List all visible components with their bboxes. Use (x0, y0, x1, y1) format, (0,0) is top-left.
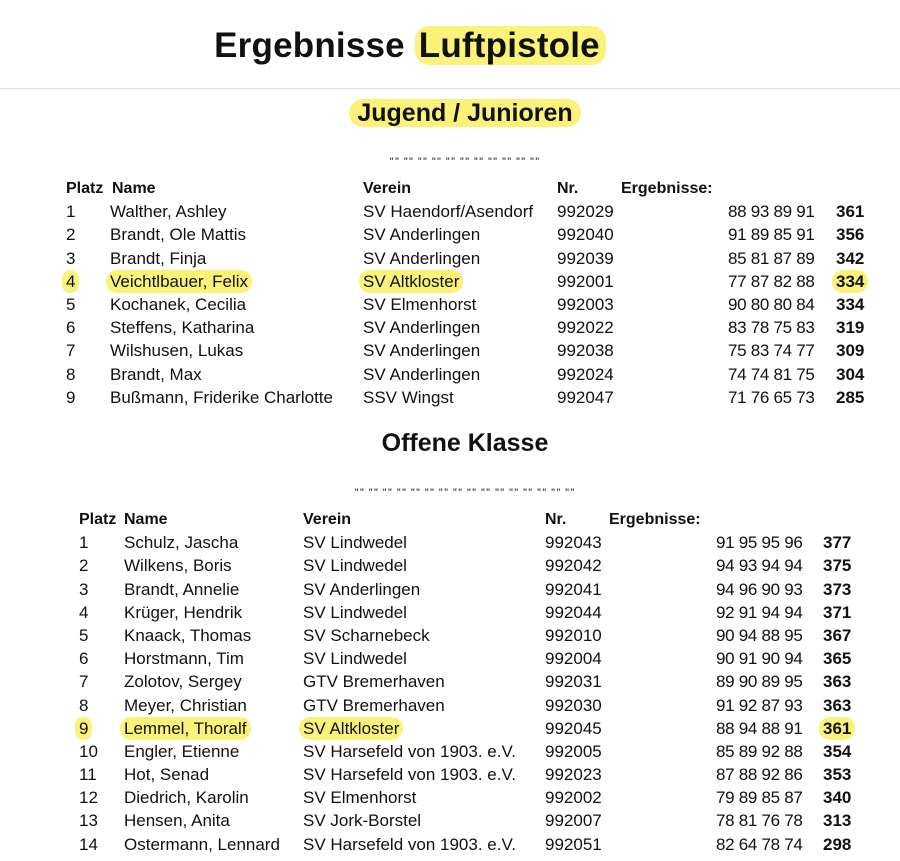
cell-nr: 992001 (557, 271, 614, 291)
cell-name: Zolotov, Sergey (124, 672, 242, 692)
cell-name: Meyer, Christian (124, 695, 247, 715)
header-platz: Platz (79, 511, 117, 528)
cell-platz: 3 (66, 248, 76, 268)
cell-platz: 12 (79, 788, 98, 808)
cell-platz: 8 (66, 364, 76, 384)
cell-scores: 82 64 78 74 (716, 834, 803, 854)
cell-scores: 87 88 92 86 (716, 765, 803, 785)
cell-platz: 13 (79, 811, 98, 831)
page-title (0, 26, 820, 66)
table-row (66, 363, 876, 386)
cell-verein: SV Anderlingen (363, 248, 481, 268)
cell-name: Krüger, Hendrik (124, 602, 243, 622)
cell-total: 367 (823, 625, 852, 645)
cell-total: 371 (823, 602, 852, 622)
cell-verein: GTV Bremerhaven (303, 672, 445, 692)
cell-verein: SV Altkloster (299, 717, 403, 740)
page-title-prefix: Ergebnisse (214, 26, 405, 65)
section-title-text: Offene Klasse (381, 429, 549, 457)
page-title-highlight: Luftpistole (415, 26, 606, 65)
header-name: Name (112, 180, 156, 197)
cell-name: Wilkens, Boris (124, 556, 232, 576)
table-row (66, 247, 876, 270)
cell-nr: 992004 (545, 649, 602, 669)
section-divider-dots: "" "" "" "" "" "" "" "" "" "" "" "" "" "" "" "" (354, 487, 576, 497)
cell-verein: SV Anderlingen (363, 341, 481, 361)
cell-name: Hensen, Anita (124, 811, 230, 831)
cell-total: 298 (823, 834, 852, 854)
table-row (79, 809, 879, 832)
cell-total: 319 (836, 318, 865, 338)
cell-verein: SV Lindwedel (303, 649, 407, 669)
cell-nr: 992007 (545, 811, 602, 831)
cell-scores: 88 94 88 91 (716, 718, 803, 738)
cell-platz: 7 (66, 341, 76, 361)
cell-total: 353 (823, 765, 852, 785)
cell-verein: SV Anderlingen (303, 579, 421, 599)
cell-total: 377 (823, 533, 852, 553)
table-row (79, 601, 879, 624)
cell-platz: 8 (79, 695, 89, 715)
cell-platz: 9 (66, 387, 76, 407)
cell-nr: 992040 (557, 225, 614, 245)
section-title-text: Jugend / Junioren (349, 99, 580, 127)
cell-total: 373 (823, 579, 852, 599)
table-row (79, 786, 879, 809)
cell-total: 363 (823, 695, 852, 715)
cell-total: 334 (832, 270, 868, 293)
table-row (66, 270, 876, 293)
cell-name: Wilshusen, Lukas (110, 341, 244, 361)
cell-nr: 992038 (557, 341, 614, 361)
cell-scores: 94 96 90 93 (716, 579, 803, 599)
cell-nr: 992047 (557, 387, 614, 407)
cell-scores: 71 76 65 73 (728, 387, 815, 407)
cell-scores: 85 81 87 89 (728, 248, 815, 268)
cell-platz: 3 (79, 579, 89, 599)
title-divider (0, 88, 900, 89)
cell-platz: 9 (75, 717, 92, 740)
cell-total: 309 (836, 341, 865, 361)
cell-total: 354 (823, 741, 852, 761)
table-row (79, 833, 879, 856)
cell-verein: SV Elmenhorst (363, 294, 477, 314)
table-row (79, 647, 879, 670)
results-table-jugend (66, 177, 876, 409)
cell-platz: 5 (66, 294, 76, 314)
cell-verein: SV Scharnebeck (303, 625, 430, 645)
cell-verein: SV Harsefeld von 1903. e.V. (303, 765, 516, 785)
table-row (79, 717, 879, 740)
cell-platz: 11 (79, 765, 97, 785)
cell-scores: 79 89 85 87 (716, 788, 803, 808)
results-table-offene (79, 508, 879, 856)
cell-nr: 992029 (557, 202, 614, 222)
cell-scores: 88 93 89 91 (728, 202, 815, 222)
cell-scores: 91 89 85 91 (728, 225, 815, 245)
cell-nr: 992043 (545, 533, 602, 553)
table-header (79, 508, 879, 531)
table-row (79, 740, 879, 763)
cell-scores: 78 81 76 78 (716, 811, 803, 831)
cell-scores: 77 87 82 88 (728, 271, 815, 291)
cell-platz: 5 (79, 625, 89, 645)
table-row (79, 531, 879, 554)
cell-nr: 992051 (545, 834, 602, 854)
cell-platz: 14 (79, 834, 98, 854)
cell-verein: SSV Wingst (363, 387, 454, 407)
cell-name: Diedrich, Karolin (124, 788, 249, 808)
cell-nr: 992005 (545, 741, 602, 761)
cell-platz: 1 (79, 533, 89, 553)
cell-total: 340 (823, 788, 852, 808)
cell-verein: SV Harsefeld von 1903. e.V. (303, 741, 516, 761)
cell-scores: 74 74 81 75 (728, 364, 815, 384)
table-header (66, 177, 876, 200)
cell-nr: 992010 (545, 625, 602, 645)
cell-name: Engler, Etienne (124, 741, 240, 761)
section-title-offene (0, 429, 900, 458)
cell-nr: 992041 (545, 579, 602, 599)
cell-scores: 90 80 80 84 (728, 294, 815, 314)
cell-verein: SV Anderlingen (363, 318, 481, 338)
header-ergebnisse: Ergebnisse: (621, 180, 713, 197)
cell-scores: 92 91 94 94 (716, 602, 803, 622)
cell-name: Lemmel, Thoralf (120, 717, 251, 740)
table-row (66, 293, 876, 316)
cell-scores: 85 89 92 88 (716, 741, 803, 761)
cell-name: Horstmann, Tim (124, 649, 244, 669)
cell-nr: 992042 (545, 556, 602, 576)
cell-name: Schulz, Jascha (124, 533, 239, 553)
table-row (66, 200, 876, 223)
header-verein: Verein (363, 180, 412, 197)
cell-scores: 89 90 89 95 (716, 672, 803, 692)
table-row (79, 554, 879, 577)
cell-total: 334 (836, 294, 865, 314)
cell-nr: 992002 (545, 788, 602, 808)
cell-nr: 992044 (545, 602, 602, 622)
cell-platz: 2 (79, 556, 89, 576)
cell-verein: SV Haendorf/Asendorf (363, 202, 534, 222)
cell-scores: 94 93 94 94 (716, 556, 803, 576)
cell-name: Steffens, Katharina (110, 318, 255, 338)
cell-total: 375 (823, 556, 852, 576)
cell-nr: 992024 (557, 364, 614, 384)
cell-name: Hot, Senad (124, 765, 210, 785)
cell-name: Ostermann, Lennard (124, 834, 280, 854)
cell-name: Walther, Ashley (110, 202, 227, 222)
cell-nr: 992003 (557, 294, 614, 314)
cell-nr: 992039 (557, 248, 614, 268)
cell-platz: 7 (79, 672, 89, 692)
cell-nr: 992030 (545, 695, 602, 715)
table-row (79, 578, 879, 601)
cell-platz: 6 (66, 318, 76, 338)
cell-name: Brandt, Finja (110, 248, 207, 268)
cell-total: 356 (836, 225, 865, 245)
table-row (79, 624, 879, 647)
cell-scores: 91 92 87 93 (716, 695, 803, 715)
cell-verein: SV Harsefeld von 1903. e.V. (303, 834, 516, 854)
cell-scores: 75 83 74 77 (728, 341, 815, 361)
header-nr: Nr. (545, 511, 567, 528)
table-row (79, 670, 879, 693)
table-row (66, 339, 876, 362)
cell-platz: 2 (66, 225, 76, 245)
cell-nr: 992022 (557, 318, 614, 338)
cell-name: Knaack, Thomas (124, 625, 252, 645)
cell-platz: 4 (79, 602, 89, 622)
table-row (79, 763, 879, 786)
cell-verein: SV Lindwedel (303, 533, 407, 553)
cell-nr: 992023 (545, 765, 602, 785)
header-nr: Nr. (557, 180, 579, 197)
cell-total: 363 (823, 672, 852, 692)
cell-verein: SV Elmenhorst (303, 788, 417, 808)
cell-total: 342 (836, 248, 865, 268)
section-divider-dots: "" "" "" "" "" "" "" "" "" "" "" (389, 156, 541, 166)
table-row (66, 223, 876, 246)
cell-platz: 6 (79, 649, 89, 669)
cell-name: Brandt, Annelie (124, 579, 240, 599)
cell-scores: 90 91 90 94 (716, 649, 803, 669)
section-title-jugend (0, 99, 900, 128)
table-row (66, 386, 876, 409)
cell-name: Brandt, Max (110, 364, 202, 384)
cell-verein: SV Lindwedel (303, 556, 407, 576)
header-verein: Verein (303, 511, 352, 528)
cell-name: Bußmann, Friderike Charlotte (110, 387, 333, 407)
cell-verein: SV Anderlingen (363, 364, 481, 384)
cell-name: Brandt, Ole Mattis (110, 225, 247, 245)
cell-total: 313 (823, 811, 852, 831)
cell-total: 365 (823, 649, 852, 669)
cell-platz: 1 (66, 202, 76, 222)
cell-verein: SV Jork-Borstel (303, 811, 422, 831)
cell-scores: 91 95 95 96 (716, 533, 803, 553)
cell-scores: 90 94 88 95 (716, 625, 803, 645)
cell-platz: 4 (62, 270, 79, 293)
header-ergebnisse: Ergebnisse: (609, 511, 701, 528)
cell-name: Kochanek, Cecilia (110, 294, 247, 314)
cell-nr: 992031 (545, 672, 602, 692)
cell-verein: SV Lindwedel (303, 602, 407, 622)
cell-verein: SV Anderlingen (363, 225, 481, 245)
header-name: Name (124, 511, 168, 528)
cell-total: 285 (836, 387, 865, 407)
header-platz: Platz (66, 180, 104, 197)
table-row (66, 316, 876, 339)
cell-scores: 83 78 75 83 (728, 318, 815, 338)
cell-verein: GTV Bremerhaven (303, 695, 445, 715)
cell-nr: 992045 (545, 718, 602, 738)
cell-total: 304 (836, 364, 865, 384)
cell-verein: SV Altkloster (359, 270, 463, 293)
cell-total: 361 (836, 202, 865, 222)
cell-total: 361 (819, 717, 855, 740)
table-row (79, 694, 879, 717)
cell-name: Veichtlbauer, Felix (106, 270, 252, 293)
cell-platz: 10 (79, 741, 98, 761)
